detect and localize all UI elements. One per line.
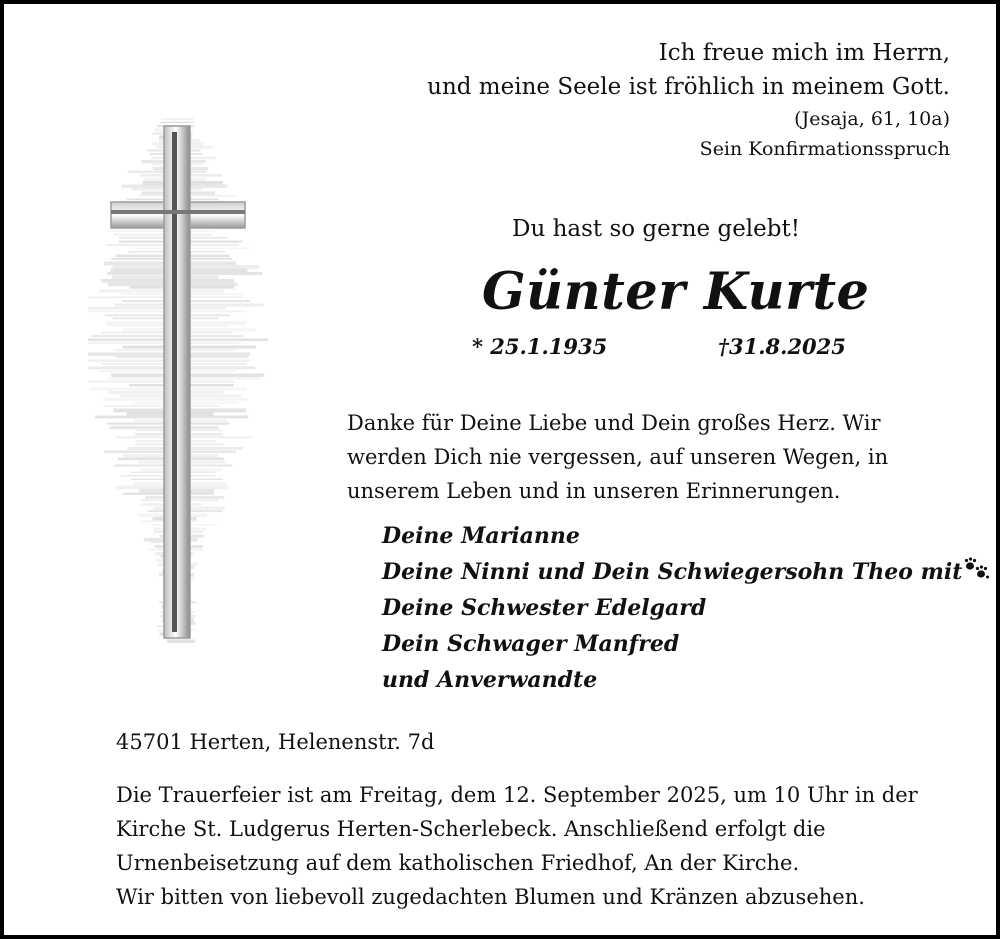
bible-verse — [427, 36, 950, 164]
death-date-group — [718, 334, 846, 359]
family-address: 45701 Herten, Helenenstr. 7d — [116, 730, 435, 754]
mourner-line: Deine Marianne — [382, 523, 580, 549]
verse-line-2: und meine Seele ist fröhlich in meinem Gott. — [427, 74, 950, 100]
paw-prints-icon — [964, 557, 990, 581]
cross-icon — [88, 114, 268, 654]
mourner-line: und Anverwandte — [382, 667, 598, 693]
verse-reference: (Jesaja, 61, 10a) — [794, 108, 950, 130]
mourner-line: Deine Schwester Edelgard — [382, 595, 707, 621]
wash-streak — [108, 230, 215, 232]
wash-streak — [113, 234, 213, 237]
wash-streak — [104, 405, 220, 407]
mourner-line: Deine Ninni und Dein Schwiegersohn Theo mit — [382, 559, 963, 585]
wash-streak — [160, 122, 194, 124]
verse-note: Sein Konfirmationsspruch — [699, 138, 950, 160]
wash-streak — [88, 381, 234, 383]
wash-streak — [167, 640, 195, 644]
wash-streak — [161, 118, 194, 120]
deceased-name: Günter Kurte — [482, 262, 870, 322]
death-date: 31.8.2025 — [728, 334, 846, 359]
wash-streak — [134, 248, 251, 250]
ceremony-info — [116, 778, 956, 914]
death-cross-icon: † — [718, 334, 729, 359]
birth-date: * 25.1.1935 — [472, 334, 608, 359]
wash-streak — [99, 290, 224, 293]
ceremony-line: Urnenbeisetzung auf dem katholischen Friedhof, An der Kirche. — [116, 851, 800, 875]
ceremony-line: Die Trauerfeier ist am Freitag, dem 12. September 2025, um 10 Uhr in der — [116, 783, 918, 807]
thanks-text: Danke für Deine Liebe und Dein großes Herz. Wir werden Dich nie vergessen, auf unseren Wegen, in unserem Leben und in unseren Erinnerungen. — [347, 411, 889, 503]
mourners-list — [382, 518, 990, 698]
wash-streak — [88, 307, 226, 309]
ceremony-line: Wir bitten von liebevoll zugedachten Blumen und Kränzen abzusehen. — [116, 885, 865, 909]
tagline: Du hast so gerne gelebt! — [512, 216, 800, 242]
mourner-line-with-pets — [382, 554, 990, 590]
ceremony-line: Kirche St. Ludgerus Herten-Scherlebeck. Anschließend erfolgt die — [116, 817, 826, 841]
verse-line-1: Ich freue mich im Herrn, — [658, 40, 950, 66]
mourner-line: Dein Schwager Manfred — [382, 631, 680, 657]
